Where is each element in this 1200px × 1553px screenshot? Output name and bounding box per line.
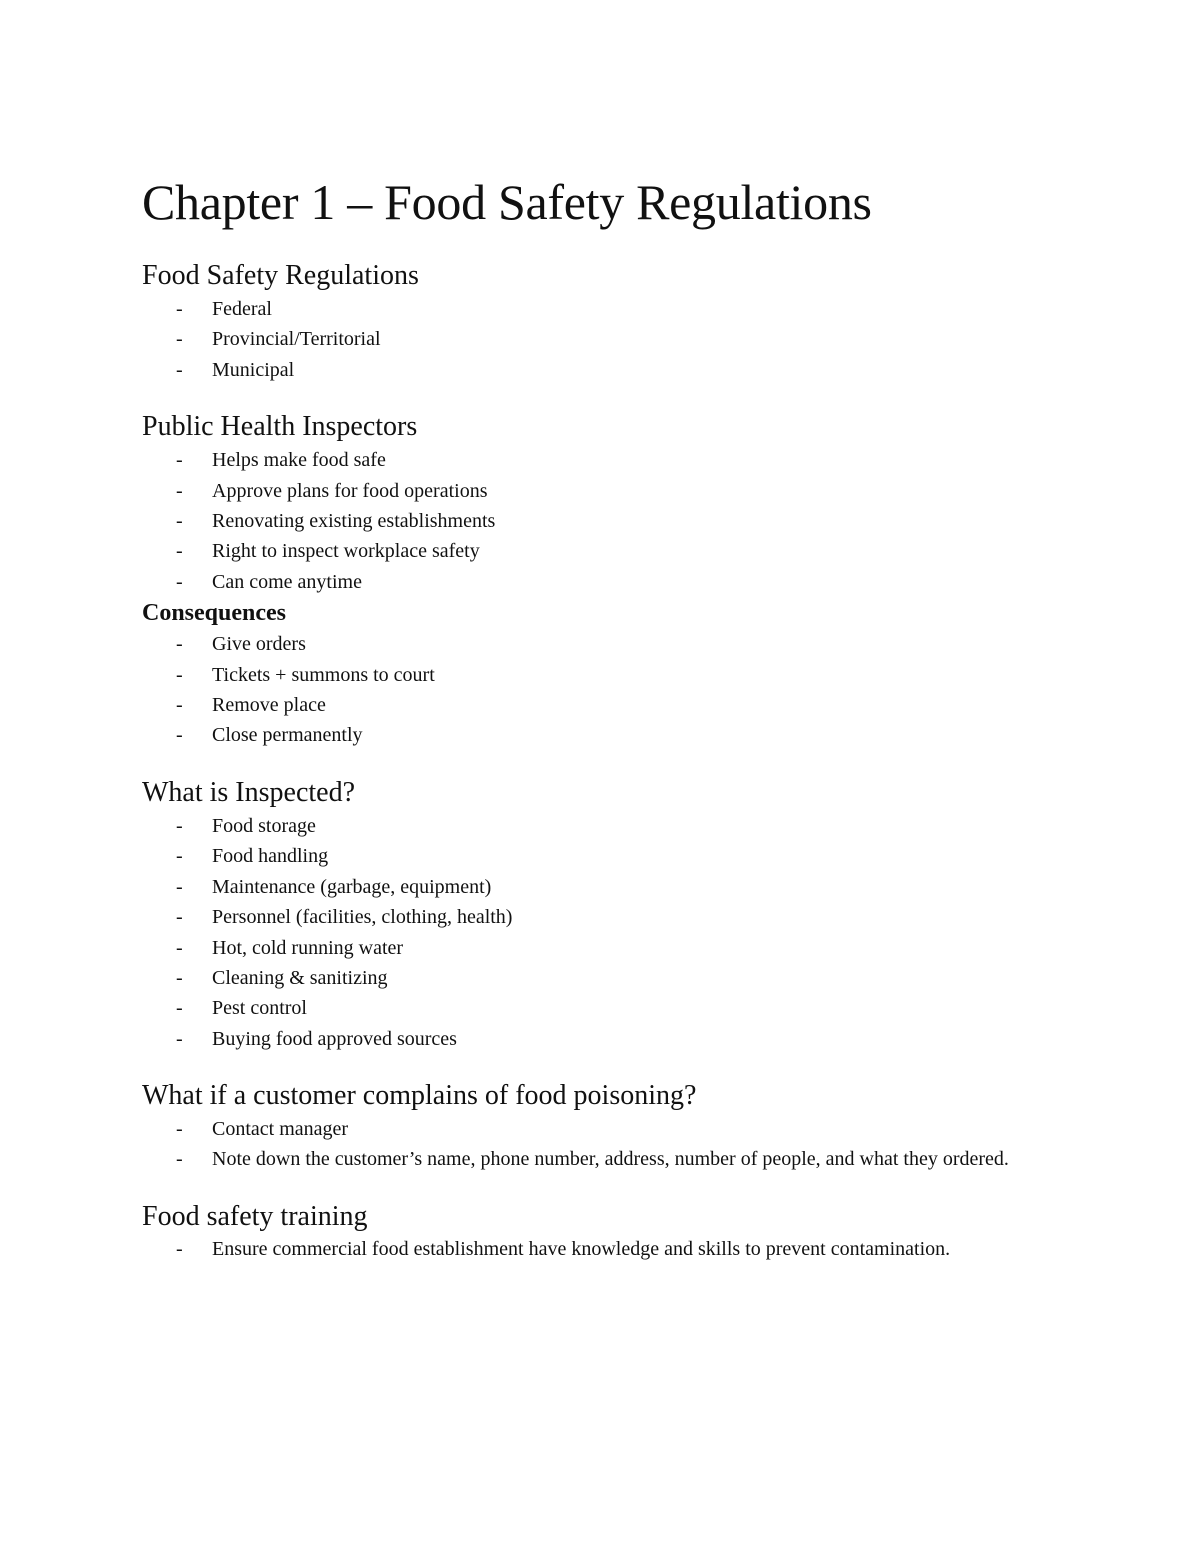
list-item xyxy=(142,1114,1042,1144)
list-item-text: Federal xyxy=(212,298,272,320)
list-item-text: Pest control xyxy=(212,997,307,1020)
list-item-text: Municipal xyxy=(212,358,295,381)
bullet-dash: - xyxy=(176,510,183,533)
list-item xyxy=(142,445,1042,475)
bullet-dash: - xyxy=(176,966,183,989)
list-item xyxy=(142,660,1042,690)
list-item xyxy=(142,629,1042,659)
bullet-list xyxy=(142,445,1042,597)
bullet-dash: - xyxy=(176,724,183,747)
bullet-dash: - xyxy=(176,1147,183,1170)
section-heading: Consequences xyxy=(142,600,287,627)
list-item-text: Hot, cold running water xyxy=(212,936,404,959)
bullet-dash: - xyxy=(176,298,183,320)
list-item-text: Approve plans for food operations xyxy=(212,479,488,502)
section-heading: What is Inspected? xyxy=(142,776,356,808)
bullet-list xyxy=(142,629,1042,751)
list-item-text: Buying food approved sources xyxy=(212,1027,457,1050)
bullet-dash: - xyxy=(176,1237,183,1260)
section-heading: Food safety training xyxy=(142,1200,368,1232)
bullet-list xyxy=(142,1235,1042,1265)
list-item xyxy=(142,294,1042,324)
list-item xyxy=(142,476,1042,506)
section-food-safety-regulations xyxy=(142,258,1042,385)
bullet-dash: - xyxy=(176,540,183,563)
list-item-text: Remove place xyxy=(212,694,326,717)
bullet-list xyxy=(142,294,1042,385)
list-item-text: Can come anytime xyxy=(212,570,362,593)
list-item xyxy=(142,1145,1042,1175)
list-item xyxy=(142,690,1042,720)
list-item-text: Maintenance (garbage, equipment) xyxy=(212,875,492,898)
list-item-text: Tickets + summons to court xyxy=(212,663,435,686)
section-heading: What if a customer complains of food poisoning? xyxy=(142,1080,697,1112)
bullet-dash: - xyxy=(176,814,183,837)
bullet-dash: - xyxy=(176,997,183,1020)
list-item-text: Renovating existing establishments xyxy=(212,510,496,533)
list-item xyxy=(142,567,1042,597)
list-item-text: Contact manager xyxy=(212,1118,349,1141)
list-item xyxy=(142,841,1042,871)
list-item-text: Helps make food safe xyxy=(212,449,386,472)
section-customer-complaint xyxy=(142,1078,1042,1174)
bullet-dash: - xyxy=(176,694,183,717)
bullet-dash: - xyxy=(176,1118,183,1141)
section-food-safety-training xyxy=(142,1199,1042,1265)
section-heading: Public Health Inspectors xyxy=(142,411,418,443)
bullet-dash: - xyxy=(176,875,183,898)
list-item xyxy=(142,536,1042,566)
bullet-dash: - xyxy=(176,633,183,656)
list-item-text: Provincial/Territorial xyxy=(212,328,381,351)
list-item xyxy=(142,1235,1042,1265)
bullet-dash: - xyxy=(176,479,183,502)
list-item xyxy=(142,902,1042,932)
bullet-dash: - xyxy=(176,358,183,381)
list-item xyxy=(142,933,1042,963)
list-item-text: Give orders xyxy=(212,633,306,656)
bullet-dash: - xyxy=(176,570,183,593)
bullet-dash: - xyxy=(176,663,183,686)
section-heading: Food Safety Regulations xyxy=(142,260,419,291)
list-item xyxy=(142,963,1042,993)
list-item xyxy=(142,720,1042,750)
list-item xyxy=(142,993,1042,1023)
list-item-text: Food storage xyxy=(212,814,316,837)
list-item xyxy=(142,324,1042,354)
bullet-list xyxy=(142,811,1042,1054)
bullet-dash: - xyxy=(176,1027,183,1050)
list-item xyxy=(142,811,1042,841)
document-content xyxy=(142,170,1042,1265)
list-item xyxy=(142,355,1042,385)
bullet-dash: - xyxy=(176,449,183,472)
list-item xyxy=(142,872,1042,902)
bullet-dash: - xyxy=(176,845,183,868)
bullet-dash: - xyxy=(176,328,183,351)
section-what-is-inspected xyxy=(142,775,1042,1054)
list-item xyxy=(142,1024,1042,1054)
bullet-list xyxy=(142,1114,1042,1174)
list-item-text: Ensure commercial food establishment have knowledge and skills to prevent contamination. xyxy=(212,1237,951,1260)
section-consequences xyxy=(142,597,1042,751)
section-public-health-inspectors xyxy=(142,409,1042,597)
list-item-text: Personnel (facilities, clothing, health) xyxy=(212,906,513,929)
bullet-dash: - xyxy=(176,936,183,959)
list-item-text: Note down the customer’s name, phone number, address, number of people, and what they ordered. xyxy=(212,1147,1009,1170)
list-item xyxy=(142,506,1042,536)
list-item-text: Food handling xyxy=(212,845,329,868)
chapter-title: Chapter 1 – Food Safety Regulations xyxy=(142,174,872,230)
bullet-dash: - xyxy=(176,906,183,929)
list-item-text: Right to inspect workplace safety xyxy=(212,540,480,563)
list-item-text: Cleaning & sanitizing xyxy=(212,966,388,989)
list-item-text: Close permanently xyxy=(212,724,363,747)
